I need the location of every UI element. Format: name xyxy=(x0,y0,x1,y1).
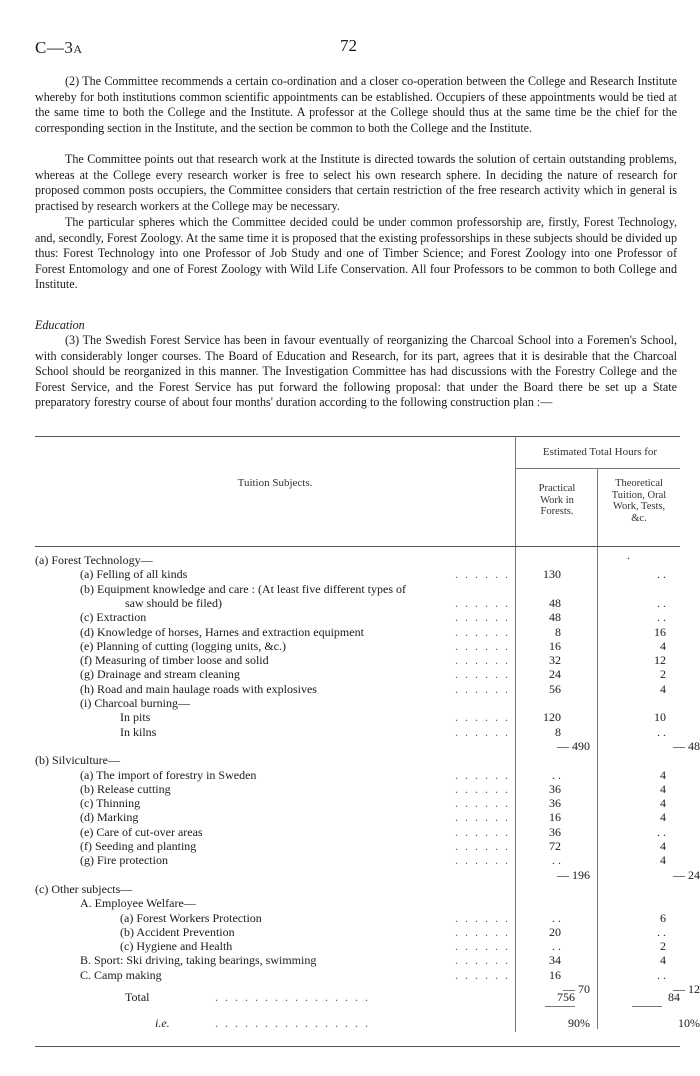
total-row xyxy=(35,990,680,1004)
ie-row xyxy=(35,1016,700,1030)
theoretical-hours: 12 xyxy=(654,653,666,668)
leader-dots: . . . . . . xyxy=(455,595,510,610)
leader-dots: . . . . . . xyxy=(455,610,510,625)
theoretical-hours: . . xyxy=(657,567,666,582)
table-row xyxy=(35,925,680,939)
table-row xyxy=(35,596,680,610)
subtotal-theoretical: — 48 xyxy=(673,738,700,753)
leader-dots: . . . . . . xyxy=(455,638,510,653)
practical-hours: 36 xyxy=(549,796,561,811)
subtotal-row xyxy=(35,867,700,882)
leader-dots: . . . . . . xyxy=(455,681,510,696)
header-practical: Practical Work in Forests. xyxy=(538,483,576,517)
ie-dots: . . . . . . . . . . . . . . . . xyxy=(215,1016,370,1030)
row-label: (c) Other subjects— xyxy=(35,881,133,896)
practical-hours: 72 xyxy=(549,839,561,853)
row-label: In pits xyxy=(120,710,151,725)
row-label: (g) Fire protection xyxy=(80,853,168,868)
practical-hours: 48 xyxy=(549,595,561,610)
page-reference: C—3A xyxy=(35,38,83,57)
table-bottom-rule xyxy=(35,1046,680,1047)
theoretical-hours: . . xyxy=(657,595,666,610)
subtotal-theoretical: — 12 xyxy=(673,982,700,996)
subtotal-theoretical: — 24 xyxy=(673,867,700,882)
row-label: (c) Thinning xyxy=(80,796,141,811)
table-row xyxy=(35,682,680,696)
table-row xyxy=(35,567,680,581)
practical-hours: 120 xyxy=(543,710,561,725)
table-row xyxy=(35,667,680,681)
table-row xyxy=(35,553,680,567)
row-label: (d) Knowledge of horses, Harnes and extraction equipment xyxy=(80,624,364,639)
row-label: In kilns xyxy=(120,724,157,739)
table-row xyxy=(35,696,680,710)
theoretical-hours: 6 xyxy=(660,910,666,925)
leader-dots: . . . . . . xyxy=(455,567,510,582)
practical-hours: 36 xyxy=(549,824,561,839)
row-label: (a) Felling of all kinds xyxy=(80,567,188,582)
practical-hours: 16 xyxy=(549,967,561,982)
total-label: Total xyxy=(125,990,150,1004)
theoretical-hours: 4 xyxy=(660,681,666,696)
header-theoretical: Theoretical Tuition, Oral Work, Tests, &c. xyxy=(611,478,667,524)
row-label: (c) Extraction xyxy=(80,610,147,625)
leader-dots: . . . . . . xyxy=(455,810,510,825)
table-row xyxy=(35,839,680,853)
row-label: (d) Marking xyxy=(80,810,139,825)
row-label: (b) Release cutting xyxy=(80,781,171,796)
row-label: (b) Silviculture— xyxy=(35,753,120,768)
table-row xyxy=(35,625,680,639)
leader-dots: . . . . . . xyxy=(455,653,510,668)
row-label: (a) Forest Workers Protection xyxy=(120,910,262,925)
paragraph-research-work: The Committee points out that research work at the Institute is directed towards the solution of certain outstanding problems, whereas at the College every research worker is free to select his own research sphere. In deciding the nature of research for proposed common posts occupiers, the Committee considers that certain restriction of the free research activity which in general is practised by research workers at the College may be necessary. xyxy=(35,152,677,213)
practical-hours: . . xyxy=(552,939,561,954)
table-row xyxy=(35,753,680,767)
leader-dots: . . . . . . xyxy=(455,939,510,954)
leader-dots: . . . . . . xyxy=(455,953,510,968)
table-row xyxy=(35,610,680,624)
row-label: (e) Planning of cutting (logging units, &c.) xyxy=(80,638,286,653)
theoretical-hours: 4 xyxy=(660,796,666,811)
total-theoretical: 84 xyxy=(668,990,680,1004)
row-label: C. Camp making xyxy=(80,967,162,982)
leader-dots: . . . . . . xyxy=(455,667,510,682)
section-title-education: Education xyxy=(35,318,85,332)
leader-dots: . . . . . . xyxy=(455,624,510,639)
practical-hours: 34 xyxy=(549,953,561,968)
table-group-rule xyxy=(515,468,680,469)
table-row xyxy=(35,939,680,953)
row-label: (e) Care of cut-over areas xyxy=(80,824,203,839)
practical-hours: 48 xyxy=(549,610,561,625)
table-row xyxy=(35,639,680,653)
practical-hours: 8 xyxy=(555,624,561,639)
row-label: B. Sport: Ski driving, taking bearings, swimming xyxy=(80,953,317,968)
table-row xyxy=(35,896,680,910)
theoretical-hours: 2 xyxy=(660,667,666,682)
row-label: (h) Road and main haulage roads with explosives xyxy=(80,681,317,696)
total-rule-theoretical xyxy=(632,1006,662,1007)
row-label: (a) The import of forestry in Sweden xyxy=(80,767,257,782)
leader-dots: . . . . . . xyxy=(455,767,510,782)
practical-hours: . . xyxy=(552,853,561,868)
table-row xyxy=(35,710,680,724)
theoretical-hours: . . xyxy=(657,924,666,939)
theoretical-hours: 10 xyxy=(654,710,666,725)
leader-dots: . . . . . . xyxy=(455,781,510,796)
theoretical-hours: 4 xyxy=(660,953,666,968)
theoretical-hours: 4 xyxy=(660,810,666,825)
row-label: (b) Equipment knowledge and care : (At least five different types of xyxy=(80,581,406,596)
subtotal-practical: — 490 xyxy=(557,738,590,753)
leader-dots: . . . . . . xyxy=(455,724,510,739)
paragraph-coordination: (2) The Committee recommends a certain co-ordination and a closer co-operation between the College and Research Institute whereby for both institutions common scientific appointments can be established. Occupiers of these appointments would be tied at the same time to both the College and the Institute. A professor at the College should thus at the same time be the chief for the corresponding section in the Institute, and the section be common to both the College and the Institute. xyxy=(35,74,677,135)
ie-label: i.e. xyxy=(155,1016,170,1030)
column-marker: . xyxy=(627,548,630,562)
row-label: (f) Seeding and planting xyxy=(80,839,197,853)
leader-dots: . . . . . . xyxy=(455,853,510,868)
leader-dots: . . . . . . xyxy=(455,839,510,853)
leader-dots: . . . . . . xyxy=(455,796,510,811)
table-row xyxy=(35,768,680,782)
row-label: (c) Hygiene and Health xyxy=(120,939,233,954)
table-row xyxy=(35,882,680,896)
total-dots: . . . . . . . . . . . . . . . . xyxy=(215,990,370,1004)
table-top-rule xyxy=(35,436,680,437)
table-row xyxy=(35,810,680,824)
leader-dots: . . . . . . xyxy=(455,924,510,939)
page-number: 72 xyxy=(340,36,357,55)
subtotal-row xyxy=(35,738,700,753)
theoretical-hours: . . xyxy=(657,967,666,982)
theoretical-hours: 4 xyxy=(660,839,666,853)
subtotal-practical: — 196 xyxy=(557,867,590,882)
ie-practical: 90% xyxy=(568,1016,590,1030)
theoretical-hours: 4 xyxy=(660,853,666,868)
theoretical-hours: . . xyxy=(657,824,666,839)
theoretical-hours: 4 xyxy=(660,781,666,796)
row-label: (b) Accident Prevention xyxy=(120,924,235,939)
practical-hours: 130 xyxy=(543,567,561,582)
table-row xyxy=(35,953,680,967)
leader-dots: . . . . . . xyxy=(455,824,510,839)
practical-hours: . . xyxy=(552,767,561,782)
row-label: saw should be filed) xyxy=(125,595,222,610)
total-rule-practical xyxy=(545,1006,575,1007)
table-header-rule xyxy=(35,546,680,547)
table-row xyxy=(35,582,680,596)
subtotal-practical: — 70 xyxy=(563,982,590,996)
theoretical-hours: . . xyxy=(657,610,666,625)
table-row xyxy=(35,825,680,839)
row-label: (g) Drainage and stream cleaning xyxy=(80,667,240,682)
practical-hours: 20 xyxy=(549,924,561,939)
theoretical-hours: 4 xyxy=(660,638,666,653)
table-row xyxy=(35,725,680,739)
table-row xyxy=(35,796,680,810)
table-row xyxy=(35,968,680,982)
practical-hours: 16 xyxy=(549,638,561,653)
practical-hours: 8 xyxy=(555,724,561,739)
table-row xyxy=(35,782,680,796)
theoretical-hours: 4 xyxy=(660,767,666,782)
row-label: (i) Charcoal burning— xyxy=(80,696,190,710)
leader-dots: . . . . . . xyxy=(455,710,510,725)
header-estimated-hours: Estimated Total Hours for xyxy=(542,446,658,458)
table-row xyxy=(35,911,680,925)
total-practical: 756 xyxy=(557,990,575,1004)
theoretical-hours: . . xyxy=(657,724,666,739)
practical-hours: 32 xyxy=(549,653,561,668)
table-row xyxy=(35,853,680,867)
practical-hours: 56 xyxy=(549,681,561,696)
row-label: A. Employee Welfare— xyxy=(80,896,196,911)
paragraph-forest-service: (3) The Swedish Forest Service has been in favour eventually of reorganizing the Charcoal School into a Foremen's School, with considerably longer courses. The Board of Education and Research, for its part, agrees that it is desirable that the Charcoal School should be reorganized in this manner. The Investigation Committee has had discussions with the Forestry College and the Forest Service, and the Forest Service has put forward the following proposal: that under the Board there be set up a State preparatory forestry course of about four months' duration according to the following construction plan :— xyxy=(35,333,677,410)
row-label: (a) Forest Technology— xyxy=(35,553,153,567)
practical-hours: 24 xyxy=(549,667,561,682)
theoretical-hours: 2 xyxy=(660,939,666,954)
paragraph-spheres: The particular spheres which the Committee decided could be under common professorship are, firstly, Forest Technology, and, secondly, Forest Zoology. At the same time it is proposed that the existing professorships in these subjects should be divided up thus: Forest Technology into one Professor of Job Study and one of Timber Science; and Forest Zoology into one Professor of Forest Entomology and one of Forest Zoology with Wild Life Conservation. All four Professors to be common to both College and Institute. xyxy=(35,215,677,292)
header-tuition-subjects: Tuition Subjects. xyxy=(237,477,313,489)
practical-hours: 16 xyxy=(549,810,561,825)
leader-dots: . . . . . . xyxy=(455,910,510,925)
practical-hours: . . xyxy=(552,910,561,925)
row-label: (f) Measuring of timber loose and solid xyxy=(80,653,269,668)
ie-theoretical: 10% xyxy=(678,1016,700,1030)
theoretical-hours: 16 xyxy=(654,624,666,639)
practical-hours: 36 xyxy=(549,781,561,796)
table-row xyxy=(35,653,680,667)
leader-dots: . . . . . . xyxy=(455,967,510,982)
